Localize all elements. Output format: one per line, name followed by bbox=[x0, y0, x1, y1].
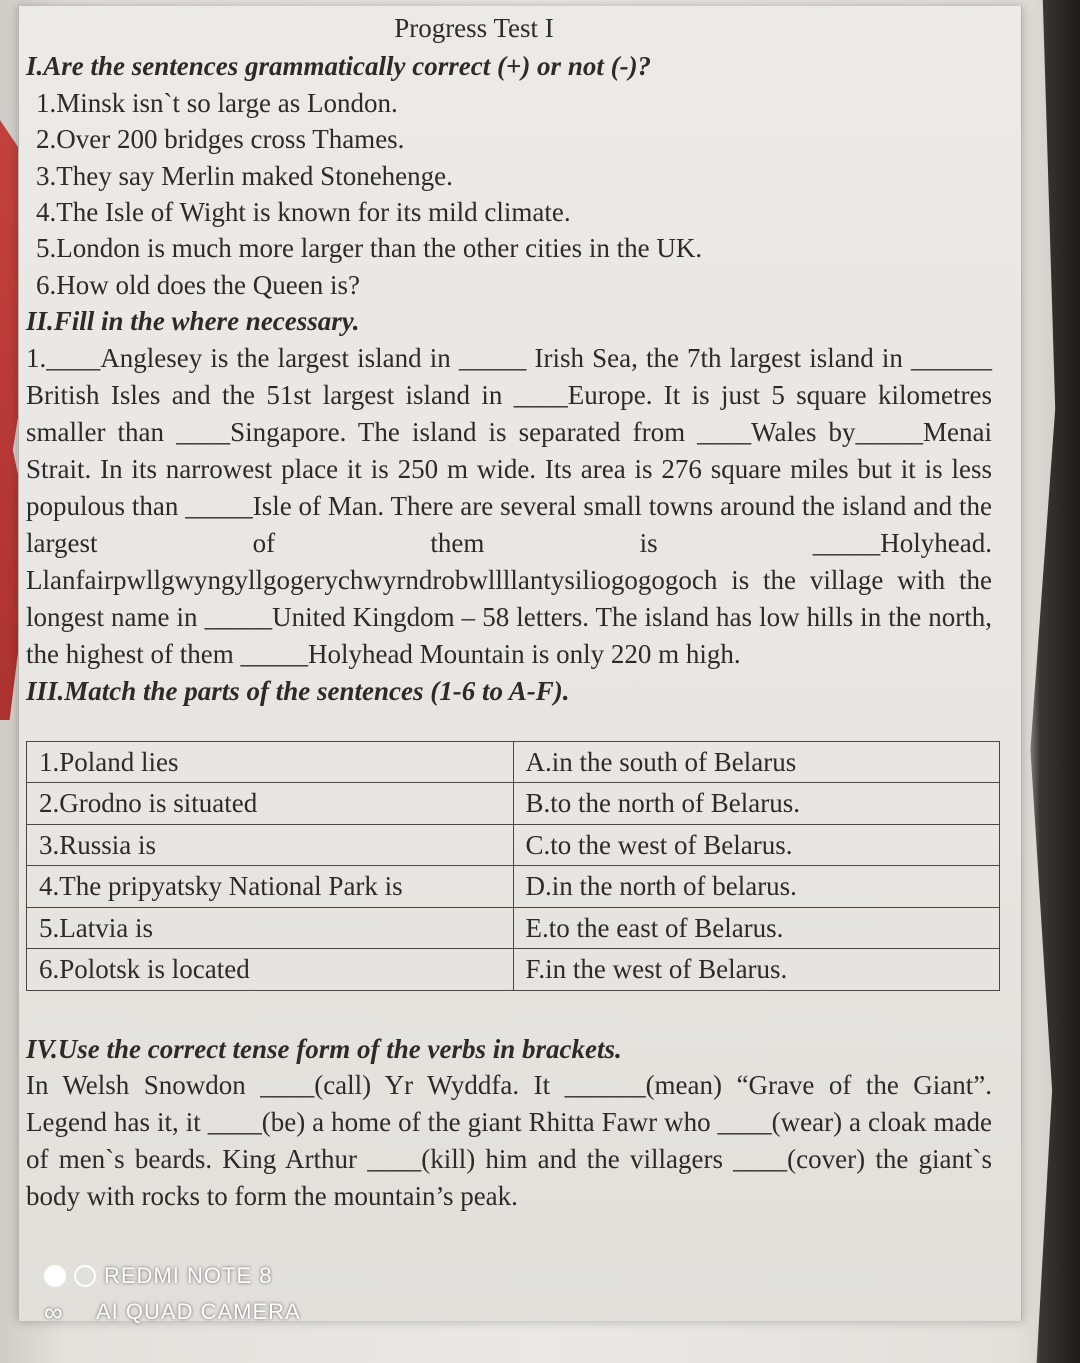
table-row bbox=[27, 742, 1000, 783]
section1-item: 5.London is much more larger than the other cities in the UK. bbox=[36, 233, 703, 264]
match-right-cell: A.in the south of Belarus bbox=[513, 742, 1000, 783]
match-left-cell: 2.Grodno is situated bbox=[27, 783, 514, 824]
section1-item: 4.The Isle of Wight is known for its mild climate. bbox=[36, 197, 571, 228]
section2-heading: II.Fill in the where necessary. bbox=[26, 306, 360, 337]
camera-dot-icon bbox=[44, 1265, 66, 1287]
watermark-row-1 bbox=[44, 1258, 301, 1294]
match-right-cell: F.in the west of Belarus. bbox=[513, 949, 1000, 990]
watermark-row-2 bbox=[44, 1294, 301, 1330]
section4 bbox=[26, 1031, 992, 1215]
test-content bbox=[26, 10, 992, 1215]
matching-table-wrap bbox=[26, 741, 1000, 990]
section2-paragraph: 1.____Anglesey is the largest island in _____ Irish Sea, the 7th largest island in ______ British Isles and the 51st largest island in ____Europe. It is just 5 square kilometres smaller than ____Singapore. The island is separated from ____Wales by_____Menai Strait. In its narrowest place it is 250 m wide. Its area is 276 square miles but it is less populous than _____Isle of Man. There are several small towns around the island and the largest of them is _____Holyhead. Llanfairpwllgwyngyllgogerychwyrndrobwllllantysiliogogogoch is the village with the longest name in _____United Kingdom – 58 letters. The island has low hills in the north, the highest of them _____Holyhead Mountain is only 220 m high. bbox=[26, 342, 992, 669]
section4-paragraph: In Welsh Snowdon ____(call) Yr Wyddfa. It ______(mean) “Grave of the Giant”. Legend has it, it ____(be) a home of the giant Rhitta Fawr who ____(wear) a cloak made of men`s beards. King Arthur ____(kill) him and the villagers ____(cover) the giant`s body with rocks to form the mountain’s peak. bbox=[26, 1069, 992, 1211]
match-left-cell: 3.Russia is bbox=[27, 824, 514, 865]
match-left-cell: 1.Poland lies bbox=[27, 742, 514, 783]
watermark-camera: AI QUAD CAMERA bbox=[96, 1299, 301, 1324]
table-row bbox=[27, 949, 1000, 990]
match-left-cell: 4.The pripyatsky National Park is bbox=[27, 866, 514, 907]
section3-heading: III.Match the parts of the sentences (1-6 to A-F). bbox=[26, 675, 570, 706]
matching-table bbox=[26, 741, 1000, 990]
match-right-cell: D.in the north of belarus. bbox=[513, 866, 1000, 907]
section4-heading: IV.Use the correct tense form of the verbs in brackets. bbox=[26, 1033, 622, 1064]
match-left-cell: 6.Polotsk is located bbox=[27, 949, 514, 990]
match-right-cell: B.to the north of Belarus. bbox=[513, 783, 1000, 824]
dark-background-edge bbox=[1018, 0, 1080, 1363]
section1-item: 2.Over 200 bridges cross Thames. bbox=[36, 124, 405, 155]
section1-item: 3.They say Merlin maked Stonehenge. bbox=[36, 160, 453, 191]
camera-watermark bbox=[44, 1258, 301, 1330]
match-left-cell: 5.Latvia is bbox=[27, 907, 514, 948]
camera-ring-icon bbox=[74, 1265, 96, 1287]
watermark-model: REDMI NOTE 8 bbox=[104, 1263, 273, 1288]
match-right-cell: C.to the west of Belarus. bbox=[513, 824, 1000, 865]
table-row bbox=[27, 866, 1000, 907]
table-row bbox=[27, 907, 1000, 948]
page-title: Progress Test I bbox=[394, 13, 554, 43]
quad-lens-icon: ∞ bbox=[44, 1297, 64, 1327]
match-right-cell: E.to the east of Belarus. bbox=[513, 907, 1000, 948]
table-row bbox=[27, 783, 1000, 824]
section1-item: 6.How old does the Queen is? bbox=[36, 269, 360, 300]
table-row bbox=[27, 824, 1000, 865]
section1-heading: I.Are the sentences grammatically correct (+) or not (-)? bbox=[26, 51, 652, 82]
section1-item: 1.Minsk isn`t so large as London. bbox=[36, 87, 398, 118]
